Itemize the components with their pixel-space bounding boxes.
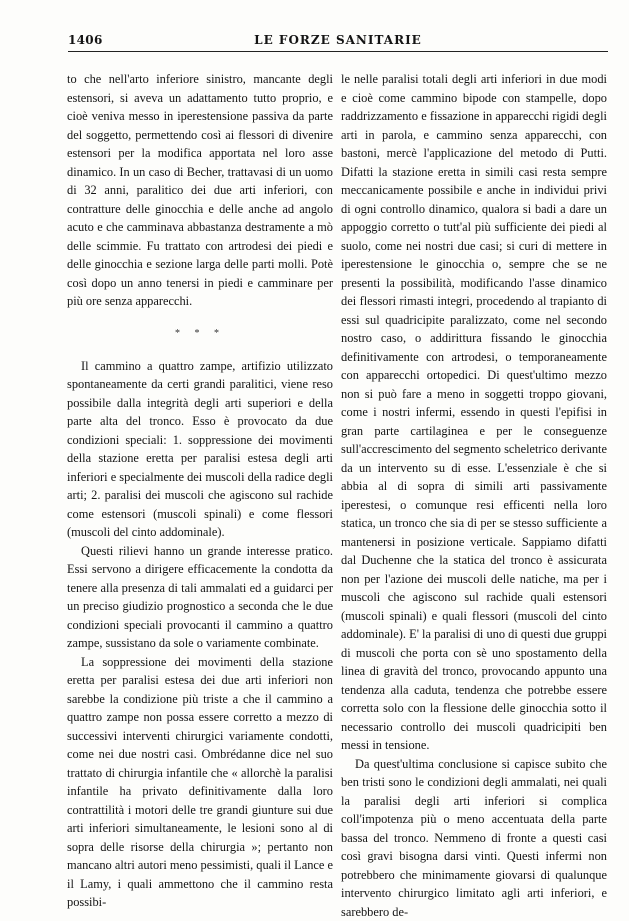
section-separator: * * * [67, 311, 333, 357]
running-title: LE FORZE SANITARIE [68, 33, 608, 47]
left-column [67, 70, 333, 912]
page-header [68, 33, 608, 49]
right-paragraph-2: Da quest'ultima conclusione si capisce subito che ben tristi sono le condizioni degli ammalati, nei quali la paralisi degli arti inferiori si complica coll'impotenza più o meno accentuata della parte bassa del tronco. Nemmeno di fronte a questi casi così gravi bisogna darsi vinti. Questi infermi non potrebbero che minimamente giovarsi di qualunque intervento chirurgico limitato agli arti inferiori, e sarebbero de- [341, 755, 607, 921]
page-number: 1406 [68, 33, 103, 47]
header-rule [68, 51, 608, 52]
right-column [341, 70, 607, 921]
left-paragraph-3: Questi rilievi hanno un grande interesse pratico. Essi servono a dirigere efficacemente la condotta da tenere alla presenza di tali ammalati ed a guidarci per un preciso giudizio prognostico a seconda che le due condizioni speciali provocanti il cammino a quattro zampe, sussistano da sole o variamente combinate. [67, 542, 333, 653]
left-paragraph-1: to che nell'arto inferiore sinistro, mancante degli estensori, si aveva un adattamento tutto proprio, e cioè veniva messo in iperestensione passiva da parte del soggetto, permettendo così ai flessori di divenire estensori per la modifica apportata nel loro asse dinamico. In un caso di Becher, trattavasi di un uomo di 32 anni, paralitico dei due arti inferiori, con contratture delle ginocchia e delle anche ad angolo acuto e che camminava abbastanza destramente a mò delle scimmie. Fu trattato con artrodesi dei piedi e delle ginocchia e sezione larga delle parti molli. Potè così dopo un anno tenersi in piedi e camminare per più ore senza apparecchi. [67, 70, 333, 311]
left-paragraph-2: Il cammino a quattro zampe, artifizio utilizzato spontaneamente da certi grandi paralitici, viene reso possibile dalla integrità degli arti superiori e della parte alta del tronco. Esso è provocato da due condizioni speciali: 1. soppressione dei movimenti della stazione eretta per paralisi estesa degli arti inferiori e specialmente dei muscoli della radice degli arti; 2. paralisi dei muscoli che agiscono sul rachide come estensori (muscoli spinali) e come flessori (muscoli del cinto addominale). [67, 357, 333, 542]
left-paragraph-4: La soppressione dei movimenti della stazione eretta per paralisi estesa dei due arti inferiori non sarebbe la condizione più triste a che il cammino a quattro zampe non possa essere corretto a mezzo di successivi interventi chirurgici variamente condotti, come nei due nostri casi. Ombrédanne dice nel suo trattato di chirurgia infantile che « allorchè la paralisi infantile ha privato definitivamente dalla loro contrattilità i motori delle tre grandi giunture sui due arti inferiori simultaneamente, le lesioni sono al di sopra delle risorse della chirurgia »; pertanto non mancano altri autori meno pessimisti, quali il Lance e il Lamy, i quali ammettono che il cammino resta possibi- [67, 653, 333, 912]
right-paragraph-1: le nelle paralisi totali degli arti inferiori in due modi e cioè come cammino bipode con stampelle, dopo raddrizzamento e fissazione in apparecchi rigidi degli arti in parola, e cammino senza apparecchi, con bastoni, mercè l'applicazione del metodo di Putti. Difatti la stazione eretta in simili casi resta sempre meccanicamente possibile e anche in individui privi di ogni controllo dinamico, qualora si badi a dare un appoggio corretto o tutt'al più sufficiente dei piedi al suolo, come nei nostri due casi; si curi di mettere in iperestensione le ginocchia o, sempre che se ne presenti la possibilità, modificando l'asse dinamico dei flessori rimasti integri, procedendo al trapianto di essi sul quadricipite paralizzato, come nel secondo nostro caso, o addirittura fissando le ginocchia definitivamente con artrodesi, o temporaneamente con apparecchi ortopedici. Di quest'ultimo mezzo non si può fare a meno in soggetti troppo giovani, come i nostri infermi, essendo in questi l'epifisi in gran parte cartilaginea e per le conseguenze sull'accrescimento del segmento scheletrico derivante da un intervento su di esse. L'essenziale è che si abbia al di sopra di simili arti passivamente iperestesi, o comunque resi efficenti nella loro statica, un tronco che sia di per se stesso sufficiente a mantenersi in posizione verticale. Sappiamo difatti dal Duchenne che la statica del tronco è assicurata non per l'azione dei muscoli delle natiche, ma per i muscoli che agiscono sul rachide quali estensori (muscoli spinali) e quali flessori (muscoli del cinto addominale). E' la paralisi di uno di questi due gruppi di muscoli che porta con sè uno spostamento della linea di gravità del tronco, provocando appunto una tendenza alla caduta, tendenza che potrebbe essere corretta solo con la flessione delle ginocchia sotto il necessario controllo dei muscoli quadricipiti ben messi in tensione. [341, 70, 607, 755]
